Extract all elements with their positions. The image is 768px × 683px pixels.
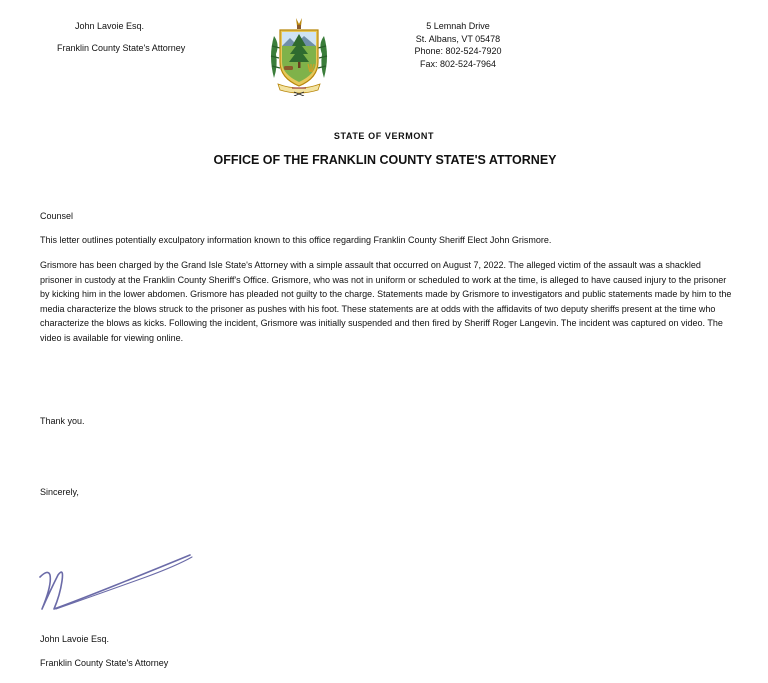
sender-title: Franklin County State's Attorney xyxy=(57,43,186,53)
address-city: St. Albans, VT 05478 xyxy=(415,33,501,44)
vermont-seal-icon xyxy=(266,16,332,96)
body-paragraph: Grismore has been charged by the Grand Isle State's Attorney with a simple assault that occurred on August 7, 2022. The alleged victim of the assault was a shackled prisoner in custody at the Franklin County Sheriff's Office. Grismore, who was not in uniform or scheduled to work at the time, is alleged to have caused injury to the prisoner by kicking him in the lower abdomen. Grismore has pleaded not guilty to the charge. Statements made by Grismore to investigators and public statements made by him to the media characterize the blows struck to the prisoner as pushes with his foot. These statements are at odds with the affidavits of two deputy sheriffs present at the time who characterize the blows as kicks. Following the incident, Grismore was initially suspended and then fired by Sheriff Roger Langevin. The incident was captured on video. The video is available for viewing online. xyxy=(40,260,732,343)
office-heading: OFFICE OF THE FRANKLIN COUNTY STATE'S ATTORNEY xyxy=(213,153,557,167)
closing-line: Sincerely, xyxy=(40,487,79,497)
signer-name: John Lavoie Esq. xyxy=(40,634,110,644)
address-block xyxy=(358,20,558,70)
intro-paragraph: This letter outlines potentially exculpatory information known to this office regarding Franklin County Sheriff Elect John Grismore. xyxy=(40,235,552,245)
address-street: 5 Lemnah Drive xyxy=(426,21,490,31)
state-heading: STATE OF VERMONT xyxy=(333,131,435,141)
address-fax: Fax: 802-524-7964 xyxy=(419,58,497,69)
sender-block xyxy=(20,20,220,54)
address-phone: Phone: 802-524-7920 xyxy=(414,46,502,56)
sender-name: John Lavoie Esq. xyxy=(75,21,145,31)
salutation: Counsel xyxy=(40,211,74,221)
thanks-line: Thank you. xyxy=(40,416,85,426)
signer-title: Franklin County State's Attorney xyxy=(40,658,169,668)
handwritten-signature-icon xyxy=(36,551,196,617)
